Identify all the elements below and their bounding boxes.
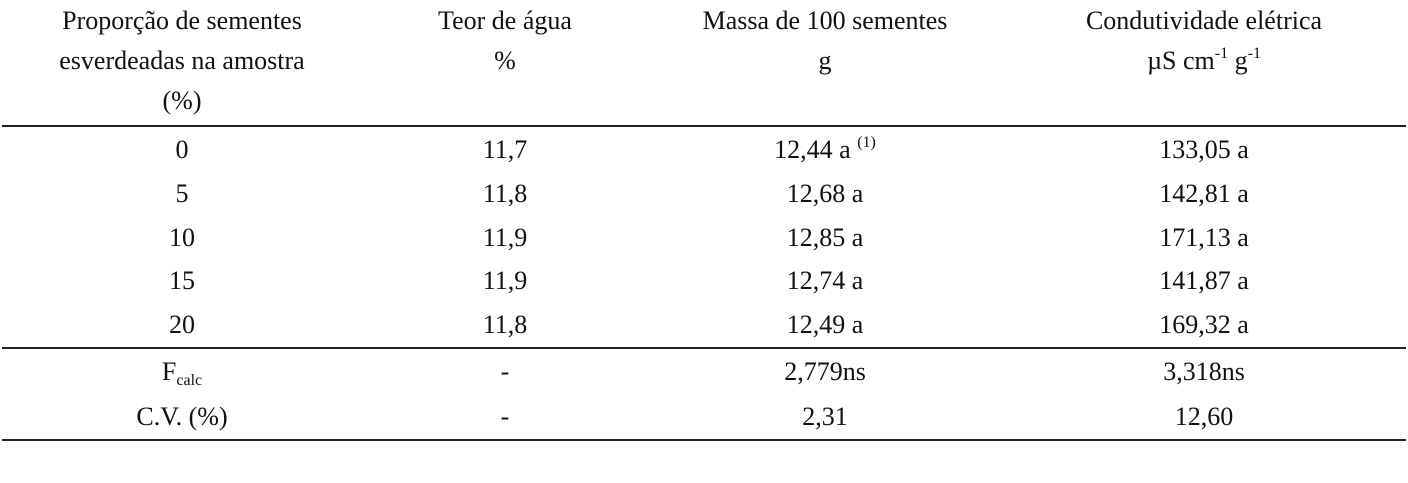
table-row bbox=[2, 172, 1406, 216]
header-conductivity bbox=[1002, 0, 1406, 126]
table-row bbox=[2, 216, 1406, 260]
header-mass-line-1: Massa de 100 sementes bbox=[702, 6, 948, 35]
stats-conductivity: 12,60 bbox=[1002, 394, 1406, 440]
cell-water: 11,8 bbox=[482, 310, 528, 340]
cell-conductivity: 142,81 a bbox=[1159, 178, 1249, 208]
header-mass-line-2: g bbox=[818, 46, 832, 75]
header-row bbox=[2, 0, 1406, 126]
stats-row-fcalc bbox=[2, 348, 1406, 394]
header-conductivity-line-1: Condutividade elétrica bbox=[1085, 6, 1323, 35]
results-table bbox=[2, 0, 1406, 441]
stats-row-cv bbox=[2, 394, 1406, 440]
table-row bbox=[2, 259, 1406, 303]
table-stats bbox=[2, 348, 1406, 440]
stats-water: - bbox=[362, 348, 648, 394]
header-conductivity-unit bbox=[1002, 41, 1406, 81]
cell-water: 11,9 bbox=[482, 266, 528, 296]
cell-mass-value: 12,44 a bbox=[774, 135, 858, 164]
header-proportion-line-3: (%) bbox=[162, 86, 202, 115]
cell-conductivity: 169,32 a bbox=[1159, 310, 1249, 340]
cell-proportion: 0 bbox=[175, 135, 189, 164]
stats-mass: 2,31 bbox=[648, 394, 1002, 440]
table-row bbox=[2, 303, 1406, 348]
cell-proportion: 15 bbox=[169, 266, 195, 296]
cell-water: 11,9 bbox=[482, 222, 528, 252]
header-seed-mass bbox=[648, 0, 1002, 126]
cell-conductivity: 133,05 a bbox=[1159, 135, 1249, 164]
table-header bbox=[2, 0, 1406, 126]
stats-label-fcalc bbox=[2, 348, 362, 394]
fcalc-sub: calc bbox=[176, 371, 203, 389]
unit-part-2: g bbox=[1228, 46, 1248, 75]
stats-mass: 2,779ns bbox=[648, 348, 1002, 394]
cell-conductivity: 171,13 a bbox=[1159, 222, 1249, 252]
table-body bbox=[2, 126, 1406, 348]
cell-mass bbox=[648, 126, 1002, 172]
cell-mass: 12,74 a bbox=[786, 266, 864, 296]
header-water-line-1: Teor de água bbox=[438, 6, 572, 35]
footnote-marker: (1) bbox=[857, 134, 876, 151]
unit-part-1: µS cm bbox=[1147, 46, 1215, 75]
header-water-line-2: % bbox=[494, 46, 516, 75]
cell-water: 11,8 bbox=[482, 178, 528, 208]
header-water-content bbox=[362, 0, 648, 126]
fcalc-main: F bbox=[161, 356, 177, 386]
header-proportion-line-1: Proporção de sementes bbox=[62, 6, 302, 35]
cell-proportion: 20 bbox=[169, 310, 195, 340]
unit-sup-2: -1 bbox=[1247, 45, 1261, 62]
cell-mass: 12,49 a bbox=[786, 310, 864, 340]
stats-water: - bbox=[362, 394, 648, 440]
cell-mass: 12,68 a bbox=[786, 178, 864, 208]
stats-conductivity: 3,318ns bbox=[1002, 348, 1406, 394]
cell-water: 11,7 bbox=[482, 135, 528, 164]
header-proportion bbox=[2, 0, 362, 126]
cell-mass: 12,85 a bbox=[786, 222, 864, 252]
table-row bbox=[2, 126, 1406, 172]
cell-proportion: 10 bbox=[169, 222, 195, 252]
header-proportion-line-2: esverdeadas na amostra bbox=[59, 46, 305, 75]
stats-label-cv: C.V. (%) bbox=[2, 394, 362, 440]
cell-conductivity: 141,87 a bbox=[1159, 266, 1249, 296]
unit-sup-1: -1 bbox=[1214, 45, 1229, 62]
cell-proportion: 5 bbox=[175, 178, 189, 208]
